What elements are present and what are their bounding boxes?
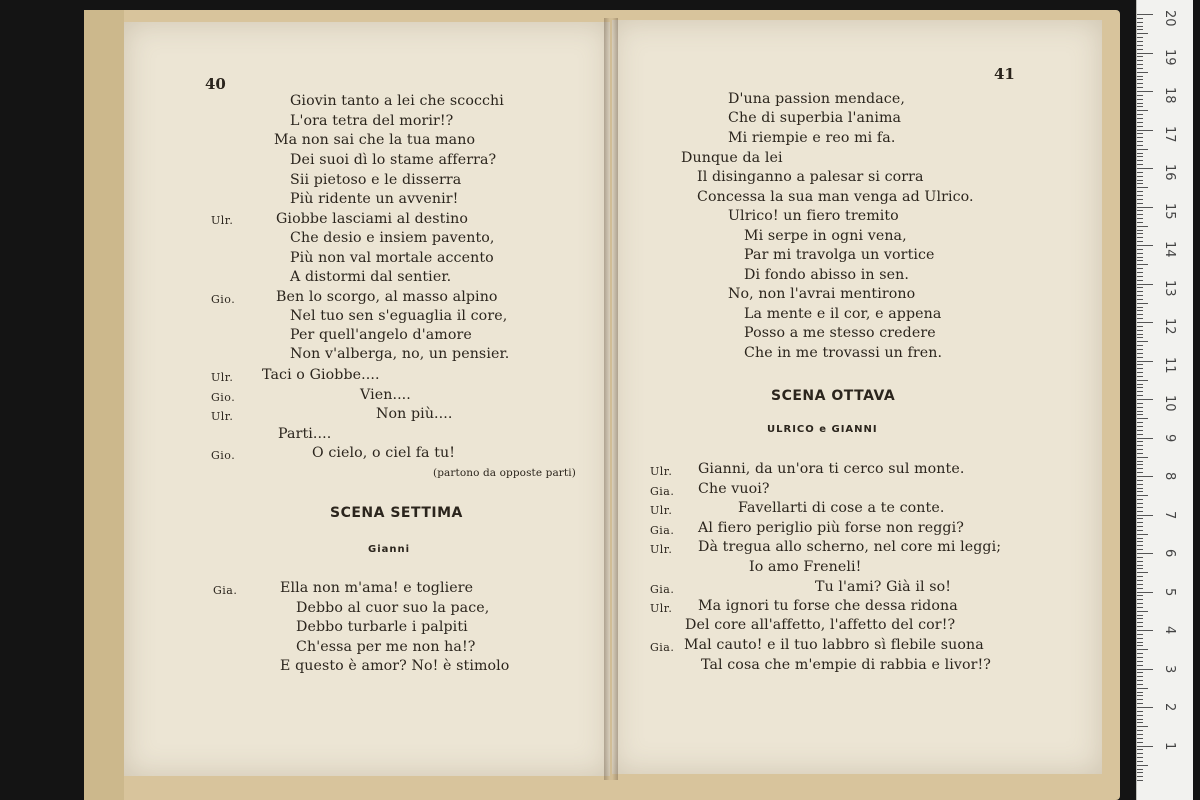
- verse-line: Non v'alberga, no, un pensier.: [290, 346, 510, 362]
- ruler-tick: [1137, 488, 1143, 489]
- ruler-tick: [1137, 357, 1143, 358]
- verse-line: Debbo turbarle i palpiti: [296, 619, 468, 635]
- ruler-tick: [1137, 622, 1143, 623]
- stage-direction: (partono da opposte parti): [433, 467, 576, 479]
- ruler-tick: [1137, 164, 1143, 165]
- ruler-tick: [1137, 237, 1143, 238]
- ruler-tick: [1137, 422, 1143, 423]
- ruler-tick: [1137, 41, 1143, 42]
- ruler-tick: [1137, 53, 1153, 54]
- ruler-tick: [1137, 110, 1148, 111]
- ruler-tick: [1137, 588, 1143, 589]
- ruler-tick: [1137, 561, 1143, 562]
- cover-edge: [84, 10, 124, 800]
- verse-line: Ella non m'ama! e togliere: [280, 580, 474, 596]
- ruler-tick: [1137, 260, 1143, 261]
- verse-line: Ben lo scorgo, al masso alpino: [276, 289, 498, 305]
- ruler-tick: [1137, 692, 1143, 693]
- ruler-tick: [1137, 503, 1143, 504]
- ruler-tick: [1137, 746, 1153, 747]
- ruler-tick: [1137, 79, 1143, 80]
- speaker-label: Ulr.: [650, 504, 673, 517]
- ruler-tick: [1137, 106, 1143, 107]
- ruler-tick: [1137, 241, 1143, 242]
- ruler-number: 4: [1162, 626, 1177, 635]
- ruler-tick: [1137, 769, 1143, 770]
- ruler-tick: [1137, 322, 1153, 323]
- ruler-tick: [1137, 526, 1143, 527]
- verse-line: Par mi travolga un vortice: [744, 247, 935, 263]
- ruler-tick: [1137, 653, 1143, 654]
- ruler-number: 17: [1162, 125, 1177, 143]
- ruler-tick: [1137, 172, 1143, 173]
- ruler-tick: [1137, 372, 1143, 373]
- verse-line: Che vuoi?: [698, 481, 770, 497]
- ruler-tick: [1137, 287, 1143, 288]
- ruler-number: 3: [1162, 664, 1177, 673]
- scene-heading: SCENA OTTAVA: [771, 388, 896, 404]
- ruler-tick: [1137, 18, 1143, 19]
- ruler-tick: [1137, 280, 1143, 281]
- ruler-tick: [1137, 661, 1143, 662]
- ruler-number: 1: [1162, 741, 1177, 750]
- speaker-label: Ulr.: [650, 465, 673, 478]
- ruler-tick: [1137, 326, 1143, 327]
- ruler-number: 10: [1162, 395, 1177, 412]
- ruler-tick: [1137, 430, 1143, 431]
- ruler-tick: [1137, 368, 1143, 369]
- ruler-tick: [1137, 257, 1143, 258]
- ruler-tick: [1137, 449, 1143, 450]
- ruler-tick: [1137, 64, 1143, 65]
- verse-line: O cielo, o ciel fa tu!: [312, 445, 456, 461]
- ruler-tick: [1137, 214, 1143, 215]
- ruler-tick: [1137, 380, 1148, 381]
- verse-line: Ma ignori tu forse che dessa ridona: [698, 598, 958, 614]
- verse-line: Ulrico! un fiero tremito: [728, 208, 899, 224]
- ruler-tick: [1137, 29, 1143, 30]
- ruler-tick: [1137, 476, 1153, 477]
- ruler-tick: [1137, 45, 1143, 46]
- ruler-tick: [1137, 103, 1143, 104]
- verse-line: Ch'essa per me non ha!?: [296, 639, 476, 655]
- ruler-tick: [1137, 680, 1143, 681]
- ruler-tick: [1137, 557, 1143, 558]
- ruler-tick: [1137, 399, 1153, 400]
- ruler-tick: [1137, 511, 1143, 512]
- ruler-number: 20: [1162, 10, 1177, 27]
- ruler-tick: [1137, 210, 1143, 211]
- ruler-tick: [1137, 334, 1143, 335]
- ruler-number: 16: [1162, 164, 1177, 181]
- verse-line: Mi serpe in ogni vena,: [744, 228, 907, 244]
- ruler-tick: [1137, 707, 1153, 708]
- ruler-tick: [1137, 387, 1143, 388]
- ruler-tick: [1137, 249, 1143, 250]
- ruler-tick: [1137, 226, 1148, 227]
- ruler-number: 7: [1162, 510, 1177, 519]
- ruler-tick: [1137, 76, 1143, 77]
- verse-line: Il disinganno a palesar si corra: [697, 169, 924, 185]
- ruler-tick: [1137, 361, 1153, 362]
- ruler-tick: [1137, 403, 1143, 404]
- ruler-tick: [1137, 703, 1143, 704]
- ruler-tick: [1137, 218, 1143, 219]
- ruler-tick: [1137, 118, 1143, 119]
- verse-line: Del core all'affetto, l'affetto del cor!?: [685, 617, 956, 633]
- ruler-number: 18: [1162, 87, 1177, 104]
- ruler-number: 6: [1162, 549, 1177, 558]
- verse-line: La mente e il cor, e appena: [744, 306, 942, 322]
- ruler-number: 12: [1162, 318, 1177, 335]
- ruler-tick: [1137, 688, 1148, 689]
- ruler-tick: [1137, 130, 1153, 131]
- ruler-tick: [1137, 376, 1143, 377]
- ruler-tick: [1137, 272, 1143, 273]
- verse-line: Tal cosa che m'empie di rabbia e livor!?: [701, 657, 991, 673]
- book-gutter: [604, 18, 618, 780]
- verse-line: Io amo Freneli!: [749, 559, 862, 575]
- ruler-tick: [1137, 203, 1143, 204]
- ruler-tick: [1137, 495, 1148, 496]
- ruler-tick: [1137, 87, 1143, 88]
- ruler-tick: [1137, 719, 1143, 720]
- ruler-tick: [1137, 199, 1143, 200]
- speaker-label: Gio.: [211, 449, 236, 462]
- ruler-tick: [1137, 191, 1143, 192]
- speaker-label: Gia.: [650, 641, 675, 654]
- ruler-tick: [1137, 180, 1143, 181]
- ruler-number: 9: [1162, 433, 1177, 442]
- ruler-tick: [1137, 649, 1148, 650]
- ruler-tick: [1137, 268, 1143, 269]
- ruler-tick: [1137, 534, 1148, 535]
- ruler-tick: [1137, 638, 1143, 639]
- ruler-tick: [1137, 472, 1143, 473]
- ruler-tick: [1137, 541, 1143, 542]
- ruler-tick: [1137, 592, 1153, 593]
- ruler-tick: [1137, 14, 1153, 15]
- ruler-tick: [1137, 626, 1143, 627]
- ruler-tick: [1137, 464, 1143, 465]
- ruler-number: 19: [1162, 48, 1177, 66]
- ruler-tick: [1137, 303, 1148, 304]
- ruler-tick: [1137, 245, 1153, 246]
- page-number-right: 41: [994, 65, 1015, 83]
- ruler-tick: [1137, 565, 1143, 566]
- ruler-tick: [1137, 515, 1153, 516]
- ruler-tick: [1137, 99, 1143, 100]
- ruler-tick: [1137, 672, 1143, 673]
- ruler-tick: [1137, 549, 1143, 550]
- speaker-label: Gia.: [650, 524, 675, 537]
- verse-line: Nel tuo sen s'eguaglia il core,: [290, 308, 508, 324]
- ruler-tick: [1137, 603, 1143, 604]
- ruler-number: 5: [1162, 587, 1177, 596]
- verse-line: Per quell'angelo d'amore: [290, 327, 472, 343]
- ruler-tick: [1137, 676, 1143, 677]
- ruler-tick: [1137, 753, 1143, 754]
- ruler-tick: [1137, 695, 1143, 696]
- ruler-tick: [1137, 176, 1143, 177]
- ruler-tick: [1137, 364, 1143, 365]
- ruler-tick: [1137, 507, 1143, 508]
- verse-line: Dei suoi dì lo stame afferra?: [290, 152, 497, 168]
- ruler-tick: [1137, 407, 1143, 408]
- speaker-label: Gia.: [650, 485, 675, 498]
- ruler-tick: [1137, 553, 1153, 554]
- ruler-tick: [1137, 699, 1143, 700]
- ruler-tick: [1137, 607, 1143, 608]
- speaker-label: Gia.: [650, 583, 675, 596]
- verse-line: Giobbe lasciami al destino: [276, 211, 468, 227]
- speaker-label: Ulr.: [211, 371, 234, 384]
- verse-line: Che di superbia l'anima: [728, 110, 902, 126]
- ruler-number: 8: [1162, 472, 1177, 481]
- verse-line: Ma non sai che la tua mano: [274, 132, 476, 148]
- verse-line: Parti....: [278, 426, 332, 442]
- ruler-tick: [1137, 353, 1143, 354]
- verse-line: Che in me trovassi un fren.: [744, 345, 943, 361]
- ruler-tick: [1137, 284, 1153, 285]
- ruler-tick: [1137, 137, 1143, 138]
- verse-line: Giovin tanto a lei che scocchi: [290, 93, 504, 109]
- scene-characters: Gianni: [368, 544, 411, 555]
- ruler-tick: [1137, 615, 1143, 616]
- verse-line: Gianni, da un'ora ti cerco sul monte.: [698, 461, 965, 477]
- ruler-tick: [1137, 445, 1143, 446]
- ruler-tick: [1137, 630, 1153, 631]
- ruler-tick: [1137, 122, 1143, 123]
- verse-line: Al fiero periglio più forse non reggi?: [698, 520, 964, 536]
- ruler-tick: [1137, 56, 1143, 57]
- ruler-tick: [1137, 149, 1148, 150]
- ruler-tick: [1137, 60, 1143, 61]
- ruler-tick: [1137, 711, 1143, 712]
- verse-line: Sii pietoso e le disserra: [290, 172, 462, 188]
- ruler-tick: [1137, 314, 1143, 315]
- ruler-tick: [1137, 233, 1143, 234]
- ruler-tick: [1137, 83, 1143, 84]
- verse-line: Che desio e insiem pavento,: [290, 230, 495, 246]
- ruler-tick: [1137, 310, 1143, 311]
- ruler-tick: [1137, 780, 1143, 781]
- ruler-tick: [1137, 618, 1143, 619]
- ruler-tick: [1137, 453, 1143, 454]
- ruler-tick: [1137, 95, 1143, 96]
- ruler-tick: [1137, 384, 1143, 385]
- ruler-number: 14: [1162, 241, 1177, 258]
- ruler-tick: [1137, 253, 1143, 254]
- verse-line: Taci o Giobbe....: [262, 367, 380, 383]
- ruler-tick: [1137, 160, 1143, 161]
- ruler-tick: [1137, 295, 1143, 296]
- ruler-tick: [1137, 418, 1148, 419]
- ruler-number: 11: [1162, 356, 1177, 374]
- ruler-tick: [1137, 114, 1143, 115]
- ruler-tick: [1137, 757, 1143, 758]
- ruler-tick: [1137, 68, 1143, 69]
- ruler-tick: [1137, 484, 1143, 485]
- ruler-tick: [1137, 72, 1148, 73]
- ruler-tick: [1137, 33, 1148, 34]
- ruler-tick: [1137, 391, 1143, 392]
- ruler-tick: [1137, 438, 1153, 439]
- measuring-ruler: [1136, 0, 1193, 800]
- ruler-tick: [1137, 572, 1148, 573]
- speaker-label: Gia.: [213, 584, 238, 597]
- ruler-tick: [1137, 738, 1143, 739]
- ruler-tick: [1137, 461, 1143, 462]
- ruler-tick: [1137, 222, 1143, 223]
- ruler-tick: [1137, 349, 1143, 350]
- ruler-tick: [1137, 684, 1143, 685]
- ruler-tick: [1137, 726, 1148, 727]
- ruler-tick: [1137, 599, 1143, 600]
- ruler-tick: [1137, 522, 1143, 523]
- ruler-tick: [1137, 441, 1143, 442]
- speaker-label: Ulr.: [211, 410, 234, 423]
- ruler-tick: [1137, 634, 1143, 635]
- ruler-tick: [1137, 330, 1143, 331]
- ruler-tick: [1137, 276, 1143, 277]
- ruler-tick: [1137, 133, 1143, 134]
- verse-line: D'una passion mendace,: [728, 91, 905, 107]
- verse-line: Più ridente un avvenir!: [290, 191, 459, 207]
- ruler-tick: [1137, 765, 1148, 766]
- verse-line: Concessa la sua man venga ad Ulrico.: [697, 189, 974, 205]
- ruler-tick: [1137, 299, 1143, 300]
- verse-line: Mal cauto! e il tuo labbro sì flebile suona: [684, 637, 984, 653]
- ruler-tick: [1137, 264, 1148, 265]
- ruler-tick: [1137, 730, 1143, 731]
- ruler-tick: [1137, 49, 1143, 50]
- ruler-tick: [1137, 595, 1143, 596]
- speaker-label: Ulr.: [650, 602, 673, 615]
- ruler-tick: [1137, 545, 1143, 546]
- ruler-tick: [1137, 491, 1143, 492]
- ruler-tick: [1137, 141, 1143, 142]
- verse-line: No, non l'avrai mentirono: [728, 286, 916, 302]
- ruler-tick: [1137, 749, 1143, 750]
- ruler-tick: [1137, 657, 1143, 658]
- ruler-tick: [1137, 538, 1143, 539]
- ruler-tick: [1137, 457, 1148, 458]
- ruler-tick: [1137, 337, 1143, 338]
- scene-characters: ULRICO e GIANNI: [767, 424, 878, 435]
- verse-line: Posso a me stesso credere: [744, 325, 936, 341]
- ruler-tick: [1137, 91, 1153, 92]
- ruler-tick: [1137, 568, 1143, 569]
- ruler-tick: [1137, 722, 1143, 723]
- ruler-tick: [1137, 580, 1143, 581]
- ruler-tick: [1137, 37, 1143, 38]
- ruler-tick: [1137, 715, 1143, 716]
- ruler-tick: [1137, 414, 1143, 415]
- ruler-tick: [1137, 395, 1143, 396]
- scene-heading: SCENA SETTIMA: [330, 505, 463, 521]
- verse-line: Più non val mortale accento: [290, 250, 494, 266]
- speaker-label: Gio.: [211, 293, 236, 306]
- ruler-tick: [1137, 341, 1148, 342]
- ruler-tick: [1137, 576, 1143, 577]
- ruler-tick: [1137, 187, 1148, 188]
- speaker-label: Ulr.: [211, 214, 234, 227]
- verse-line: Dunque da lei: [681, 150, 783, 166]
- verse-line: Tu l'ami? Già il so!: [815, 579, 952, 595]
- ruler-number: 15: [1162, 202, 1177, 220]
- ruler-tick: [1137, 611, 1148, 612]
- ruler-tick: [1137, 153, 1143, 154]
- ruler-tick: [1137, 230, 1143, 231]
- ruler-tick: [1137, 318, 1143, 319]
- ruler-tick: [1137, 426, 1143, 427]
- ruler-tick: [1137, 645, 1143, 646]
- ruler-number: 2: [1162, 703, 1177, 712]
- ruler-tick: [1137, 742, 1143, 743]
- ruler-tick: [1137, 468, 1143, 469]
- ruler-tick: [1137, 168, 1153, 169]
- page-number-left: 40: [205, 75, 226, 93]
- ruler-tick: [1137, 291, 1143, 292]
- ruler-tick: [1137, 156, 1143, 157]
- ruler-tick: [1137, 518, 1143, 519]
- verse-line: L'ora tetra del morir!?: [290, 113, 454, 129]
- ruler-tick: [1137, 584, 1143, 585]
- verse-line: Mi riempie e reo mi fa.: [728, 130, 896, 146]
- ruler-tick: [1137, 665, 1143, 666]
- ruler-number: 13: [1162, 279, 1177, 297]
- speaker-label: Gio.: [211, 391, 236, 404]
- verse-line: Favellarti di cose a te conte.: [738, 500, 945, 516]
- ruler-tick: [1137, 776, 1143, 777]
- ruler-tick: [1137, 345, 1143, 346]
- ruler-tick: [1137, 669, 1153, 670]
- ruler-tick: [1137, 207, 1153, 208]
- ruler-tick: [1137, 530, 1143, 531]
- ruler-tick: [1137, 145, 1143, 146]
- verse-line: A distormi dal sentier.: [290, 269, 452, 285]
- ruler-tick: [1137, 761, 1143, 762]
- verse-line: E questo è amor? No! è stimolo: [280, 658, 510, 674]
- ruler-tick: [1137, 734, 1143, 735]
- speaker-label: Ulr.: [650, 543, 673, 556]
- ruler-tick: [1137, 642, 1143, 643]
- ruler-tick: [1137, 499, 1143, 500]
- verse-line: Dà tregua allo scherno, nel core mi leggi;: [698, 539, 1002, 555]
- ruler-tick: [1137, 126, 1143, 127]
- verse-line: Debbo al cuor suo la pace,: [296, 600, 490, 616]
- ruler-tick: [1137, 307, 1143, 308]
- ruler-tick: [1137, 772, 1143, 773]
- ruler-tick: [1137, 183, 1143, 184]
- ruler-tick: [1137, 195, 1143, 196]
- ruler-tick: [1137, 434, 1143, 435]
- ruler-tick: [1137, 22, 1143, 23]
- verse-line: Vien....: [360, 387, 411, 403]
- verse-line: Non più....: [376, 406, 453, 422]
- verse-line: Di fondo abisso in sen.: [744, 267, 909, 283]
- ruler-tick: [1137, 480, 1143, 481]
- ruler-tick: [1137, 411, 1143, 412]
- ruler-tick: [1137, 26, 1143, 27]
